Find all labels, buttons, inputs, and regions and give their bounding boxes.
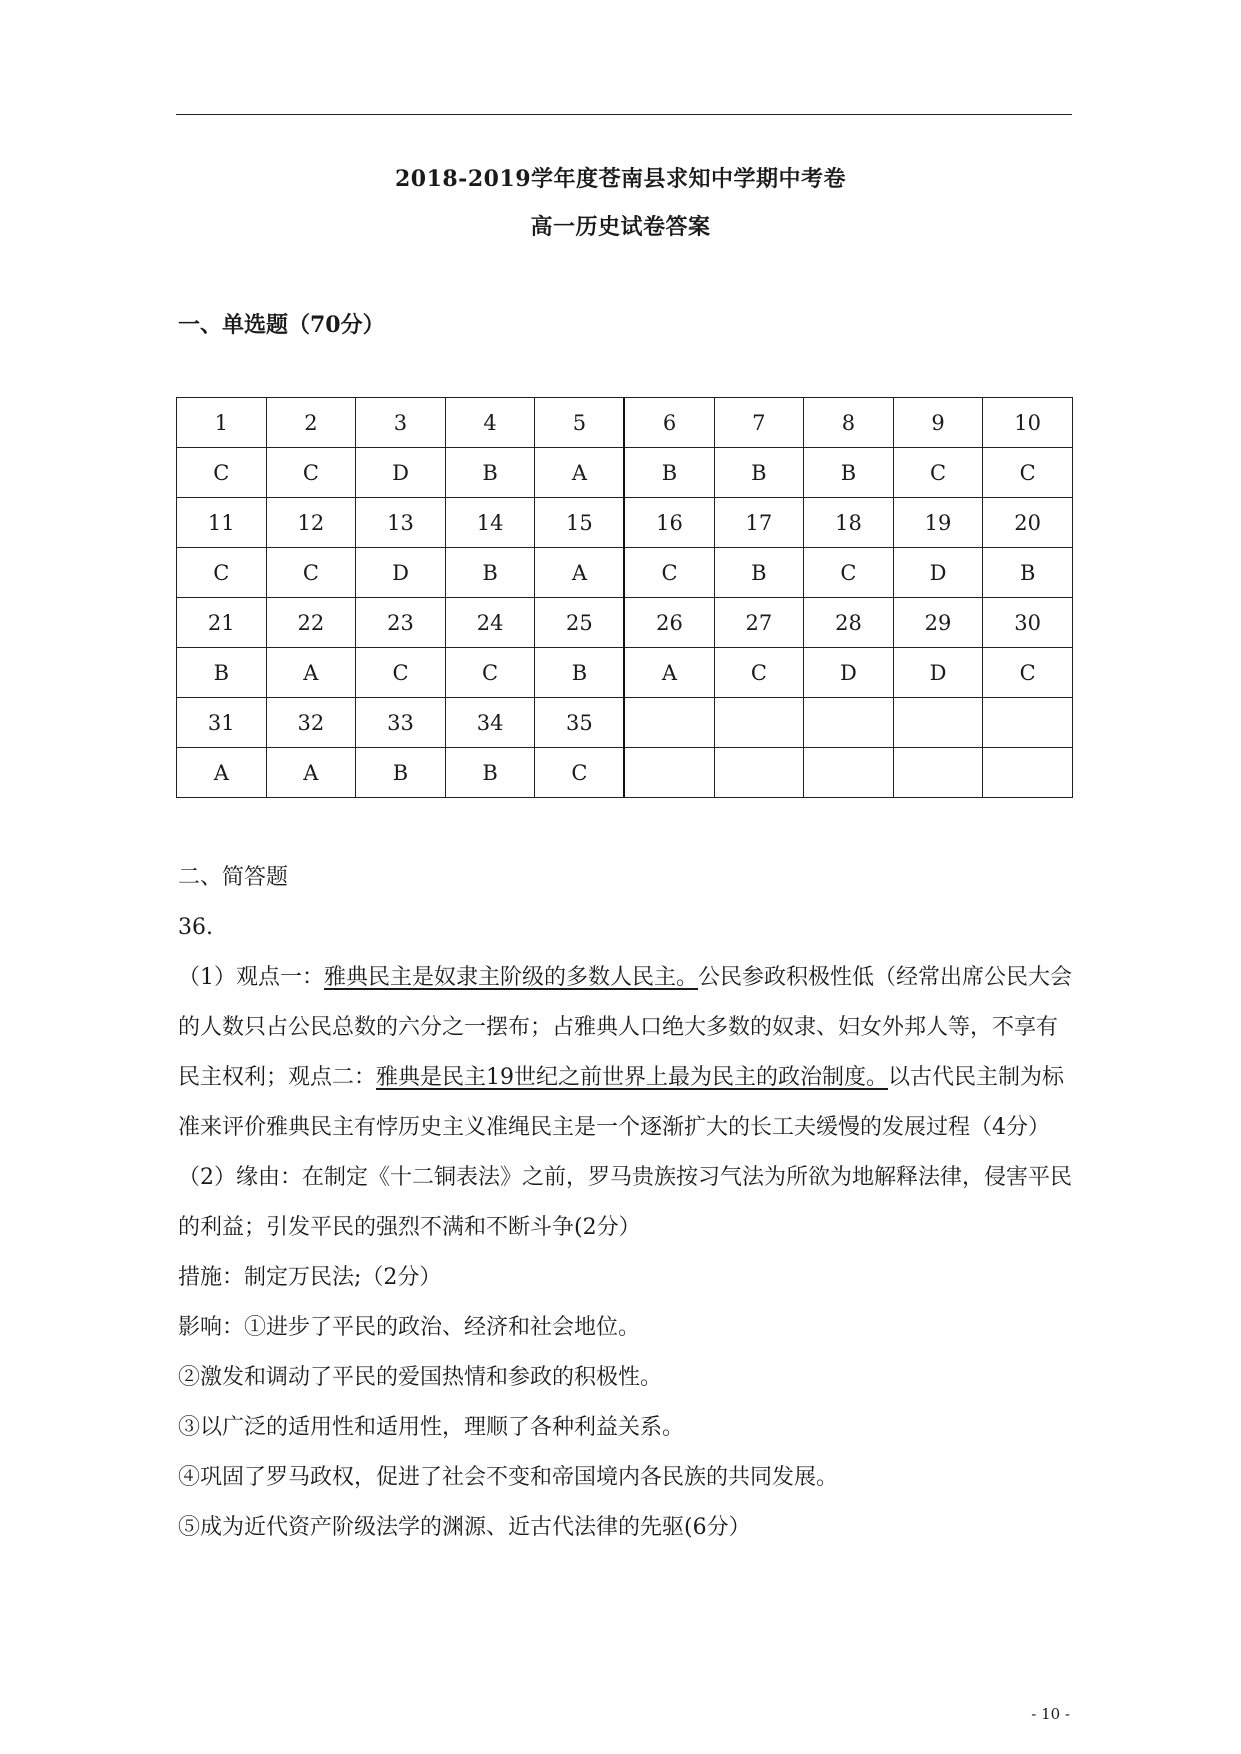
answer-cell: B [624, 448, 714, 498]
question-number-cell: 30 [983, 598, 1073, 648]
answer-cell: B [804, 448, 894, 498]
answer-row [177, 748, 1073, 798]
answer-cell: C [804, 548, 894, 598]
viewpoint-2-underlined: 雅典是民主19世纪之前世界上最为民主的政治制度。 [376, 1065, 889, 1090]
question-number-cell: 21 [177, 598, 267, 648]
answer-cell: C [983, 648, 1073, 698]
question-number-row [177, 598, 1073, 648]
question-number-cell [714, 698, 804, 748]
viewpoint-1-underlined: 雅典民主是奴隶主阶级的多数人民主。 [324, 965, 699, 990]
document-title: 2018-2019学年度苍南县求知中学期中考卷 [394, 166, 847, 192]
answer-row [177, 648, 1073, 698]
question-number-cell: 5 [535, 398, 625, 448]
question-number-cell: 3 [356, 398, 446, 448]
answer-row [177, 548, 1073, 598]
question-number-cell [804, 698, 894, 748]
part1-prefix: （1）观点一： [178, 965, 324, 990]
answer-part-2-cause: （2）缘由：在制定《十二铜表法》之前，罗马贵族按习气法为所欲为地解释法律，侵害平民的利益；引发平民的强烈不满和不断斗争(2分） [178, 1165, 1073, 1240]
question-number-cell: 22 [266, 598, 356, 648]
question-number-cell: 32 [266, 698, 356, 748]
question-number-cell: 8 [804, 398, 894, 448]
question-number-cell: 14 [445, 498, 535, 548]
answer-cell: C [983, 448, 1073, 498]
answer-cell: C [177, 548, 267, 598]
answer-cell [714, 748, 804, 798]
answer-part-2-impact-3: ③以广泛的适用性和适用性，理顺了各种利益关系。 [178, 1415, 685, 1440]
question-number-cell: 1 [177, 398, 267, 448]
answer-cell: C [535, 748, 625, 798]
question-number-cell: 34 [445, 698, 535, 748]
answer-cell: A [177, 748, 267, 798]
question-number-cell: 35 [535, 698, 625, 748]
answer-cell: B [983, 548, 1073, 598]
answer-cell: C [893, 448, 983, 498]
question-number-cell: 7 [714, 398, 804, 448]
answer-cell: D [356, 448, 446, 498]
answer-part-1 [178, 953, 1073, 1153]
question-number-cell: 23 [356, 598, 446, 648]
question-number-cell: 9 [893, 398, 983, 448]
question-number-cell: 18 [804, 498, 894, 548]
question-number-cell: 13 [356, 498, 446, 548]
answer-cell: C [266, 448, 356, 498]
question-number-cell: 6 [624, 398, 714, 448]
question-number-cell: 28 [804, 598, 894, 648]
section-heading-multiple-choice: 一、单选题（70分） [178, 312, 385, 338]
question-number-cell: 19 [893, 498, 983, 548]
answer-part-2-measure: 措施：制定万民法;（2分） [178, 1265, 442, 1290]
answer-cell: B [177, 648, 267, 698]
answer-cell [804, 748, 894, 798]
answer-cell: C [266, 548, 356, 598]
short-answer-section [178, 853, 1073, 1553]
page-number: - 10 - [1031, 1705, 1070, 1723]
answer-cell: D [356, 548, 446, 598]
question-number-row [177, 498, 1073, 548]
answer-cell: B [714, 448, 804, 498]
answer-cell: C [177, 448, 267, 498]
answer-cell: B [535, 648, 625, 698]
answer-part-2-impact-4: ④巩固了罗马政权，促进了社会不变和帝国境内各民族的共同发展。 [178, 1465, 839, 1490]
question-number-cell: 15 [535, 498, 625, 548]
question-number-cell: 11 [177, 498, 267, 548]
question-number-cell: 17 [714, 498, 804, 548]
answer-cell: B [445, 448, 535, 498]
question-number-cell: 25 [535, 598, 625, 648]
answer-part-2-impact-2: ②激发和调动了平民的爱国热情和参政的积极性。 [178, 1365, 663, 1390]
answer-cell: C [714, 648, 804, 698]
question-number-cell: 33 [356, 698, 446, 748]
answer-cell: D [893, 648, 983, 698]
question-number-cell: 24 [445, 598, 535, 648]
document-subtitle: 高一历史试卷答案 [530, 214, 711, 240]
answer-cell: A [266, 648, 356, 698]
answer-cell [983, 748, 1073, 798]
answer-cell: A [535, 448, 625, 498]
header-rule [176, 114, 1072, 115]
answer-cell [893, 748, 983, 798]
answer-cell: B [714, 548, 804, 598]
question-number-cell [893, 698, 983, 748]
question-number-cell: 29 [893, 598, 983, 648]
answer-table [176, 397, 1073, 798]
answer-part-2-impact-5: ⑤成为近代资产阶级法学的渊源、近古代法律的先驱(6分） [178, 1515, 751, 1540]
question-number-cell [624, 698, 714, 748]
answer-cell: D [804, 648, 894, 698]
question-number-cell: 4 [445, 398, 535, 448]
section-heading-short-answer: 二、简答题 [178, 865, 289, 890]
answer-cell: A [535, 548, 625, 598]
answer-cell: A [266, 748, 356, 798]
answer-cell: B [445, 548, 535, 598]
part1-text-1: 公民参政积极性低（经常出席公民大会的人数只占公民总数的六分之一摆布；占雅典人口绝大多数的奴隶、妇女外邦人等，不享有民主权利；观点二： [178, 965, 1073, 1090]
answer-cell: B [445, 748, 535, 798]
answer-cell: A [624, 648, 714, 698]
question-number-cell: 10 [983, 398, 1073, 448]
answer-cell: C [624, 548, 714, 598]
answer-cell: B [356, 748, 446, 798]
question-number-cell: 16 [624, 498, 714, 548]
question-number-cell: 31 [177, 698, 267, 748]
question-number-cell: 2 [266, 398, 356, 448]
answer-part-2-impact-1: 影响：①进步了平民的政治、经济和社会地位。 [178, 1315, 641, 1340]
answer-cell: C [445, 648, 535, 698]
question-number-cell [983, 698, 1073, 748]
answer-cell: D [893, 548, 983, 598]
question-number-cell: 26 [624, 598, 714, 648]
answer-cell: C [356, 648, 446, 698]
question-number: 36. [178, 915, 213, 940]
question-number-row [177, 698, 1073, 748]
question-number-cell: 27 [714, 598, 804, 648]
question-number-row [177, 398, 1073, 448]
question-number-cell: 12 [266, 498, 356, 548]
question-number-cell: 20 [983, 498, 1073, 548]
answer-cell [624, 748, 714, 798]
answer-row [177, 448, 1073, 498]
part1-text-2: 以古代民主制为标准来评价雅典民主有悖历史主义准绳民主是一个逐渐扩大的长工夫缓慢的发展过程（4分） [178, 1065, 1065, 1140]
